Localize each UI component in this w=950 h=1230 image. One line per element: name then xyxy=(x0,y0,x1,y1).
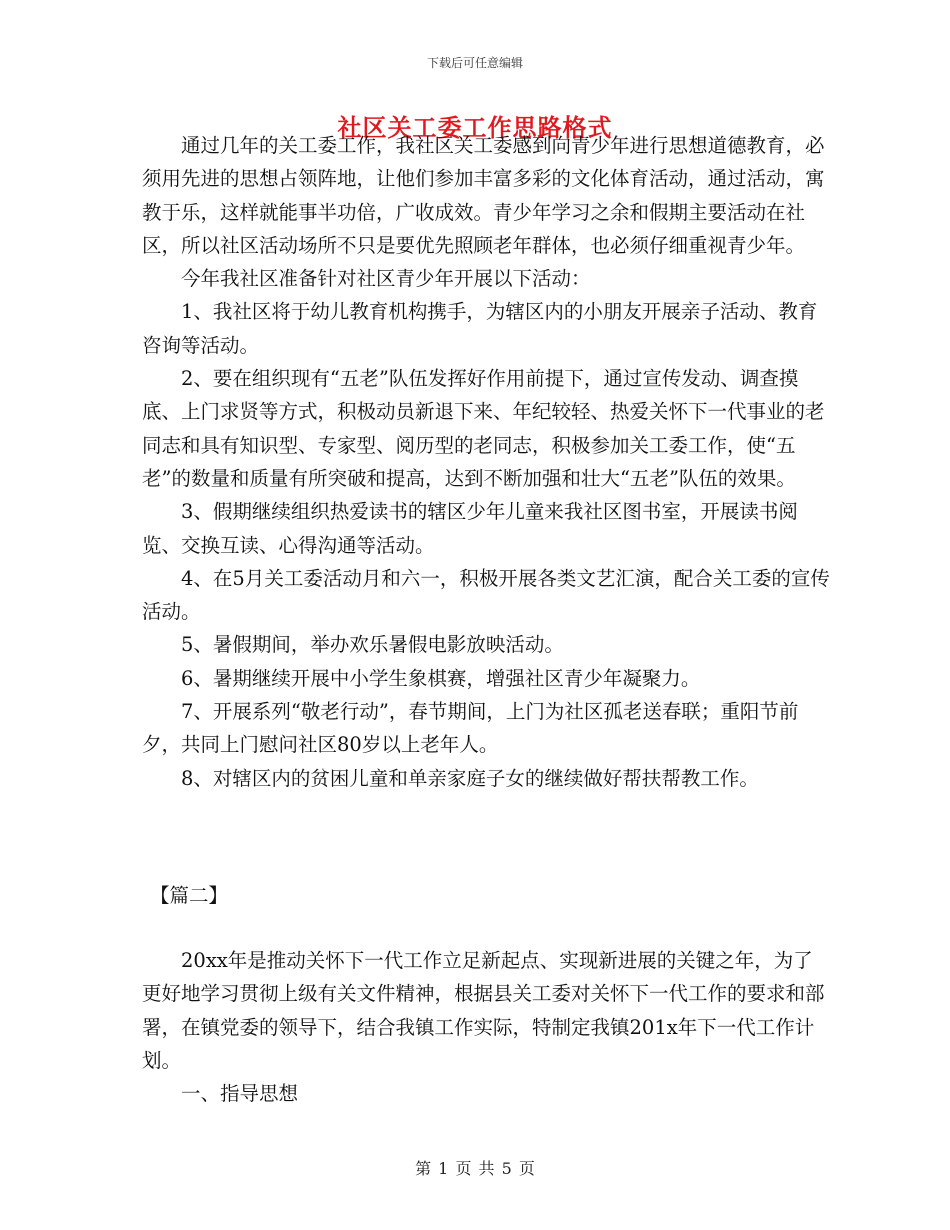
document-body xyxy=(142,129,832,795)
paragraph-intro: 通过几年的关工委工作，我社区关工委感到向青少年进行思想道德教育，必须用先进的思想占领阵地，让他们参加丰富多彩的文化体育活动，通过活动，寓教于乐，这样就能事半功倍，广收成效。青少年学习之余和假期主要活动在社区，所以社区活动场所不只是要优先照顾老年群体，也必须仔细重视青少年。 xyxy=(142,134,825,257)
list-item-8: 8、对辖区内的贫困儿童和单亲家庭子女的继续做好帮扶帮教工作。 xyxy=(181,766,759,790)
list-item-1: 1、我社区将于幼儿教育机构携手，为辖区内的小朋友开展亲子活动、教育咨询等活动。 xyxy=(142,300,818,357)
section-two-heading-block xyxy=(142,879,832,912)
list-item-3: 3、假期继续组织热爱读书的辖区少年儿童来我社区图书室，开展读书阅览、交换互读、心得沟通等活动。 xyxy=(142,500,798,557)
list-item-7: 7、开展系列“敬老行动”，春节期间，上门为社区孤老送春联；重阳节前夕，共同上门慰问社区80岁以上老年人。 xyxy=(142,700,799,757)
subheading-guiding-ideology: 一、指导思想 xyxy=(181,1082,299,1106)
section-heading: 【篇二】 xyxy=(150,884,229,907)
paragraph-activities-lead: 今年我社区准备针对社区青少年开展以下活动： xyxy=(181,267,591,291)
page-number-footer: 第 1 页 共 5 页 xyxy=(415,1159,535,1178)
section-two-body xyxy=(142,944,832,1110)
list-item-6: 6、暑期继续开展中小学生象棋赛，增强社区青少年凝聚力。 xyxy=(181,666,701,690)
page-header-note: 下载后可任意编辑 xyxy=(426,56,523,70)
paragraph-plan-intro: 20xx年是推动关怀下一代工作立足新起点、实现新进展的关键之年，为了更好地学习贯彻上级有关文件精神，根据县关工委对关怀下一代工作的要求和部署，在镇党委的领导下，结合我镇工作实际，特制定我镇201x年下一代工作计划。 xyxy=(142,949,825,1072)
document-title: 社区关工委工作思路格式 xyxy=(337,113,613,142)
list-item-4: 4、在5月关工委活动月和六一，积极开展各类文艺汇演，配合关工委的宣传活动。 xyxy=(142,566,830,624)
list-item-2: 2、要在组织现有“五老”队伍发挥好作用前提下，通过宣传发动、调查摸底、上门求贤等方式，积极动员新退下来、年纪较轻、热爱关怀下一代事业的老同志和具有知识型、专家型、阅历型的老同志，积极参加关工委工作，使“五老”的数量和质量有所突破和提高，达到不断加强和壮大“五老”队伍的效果。 xyxy=(142,367,825,490)
list-item-5: 5、暑假期间，举办欢乐暑假电影放映活动。 xyxy=(181,633,564,657)
